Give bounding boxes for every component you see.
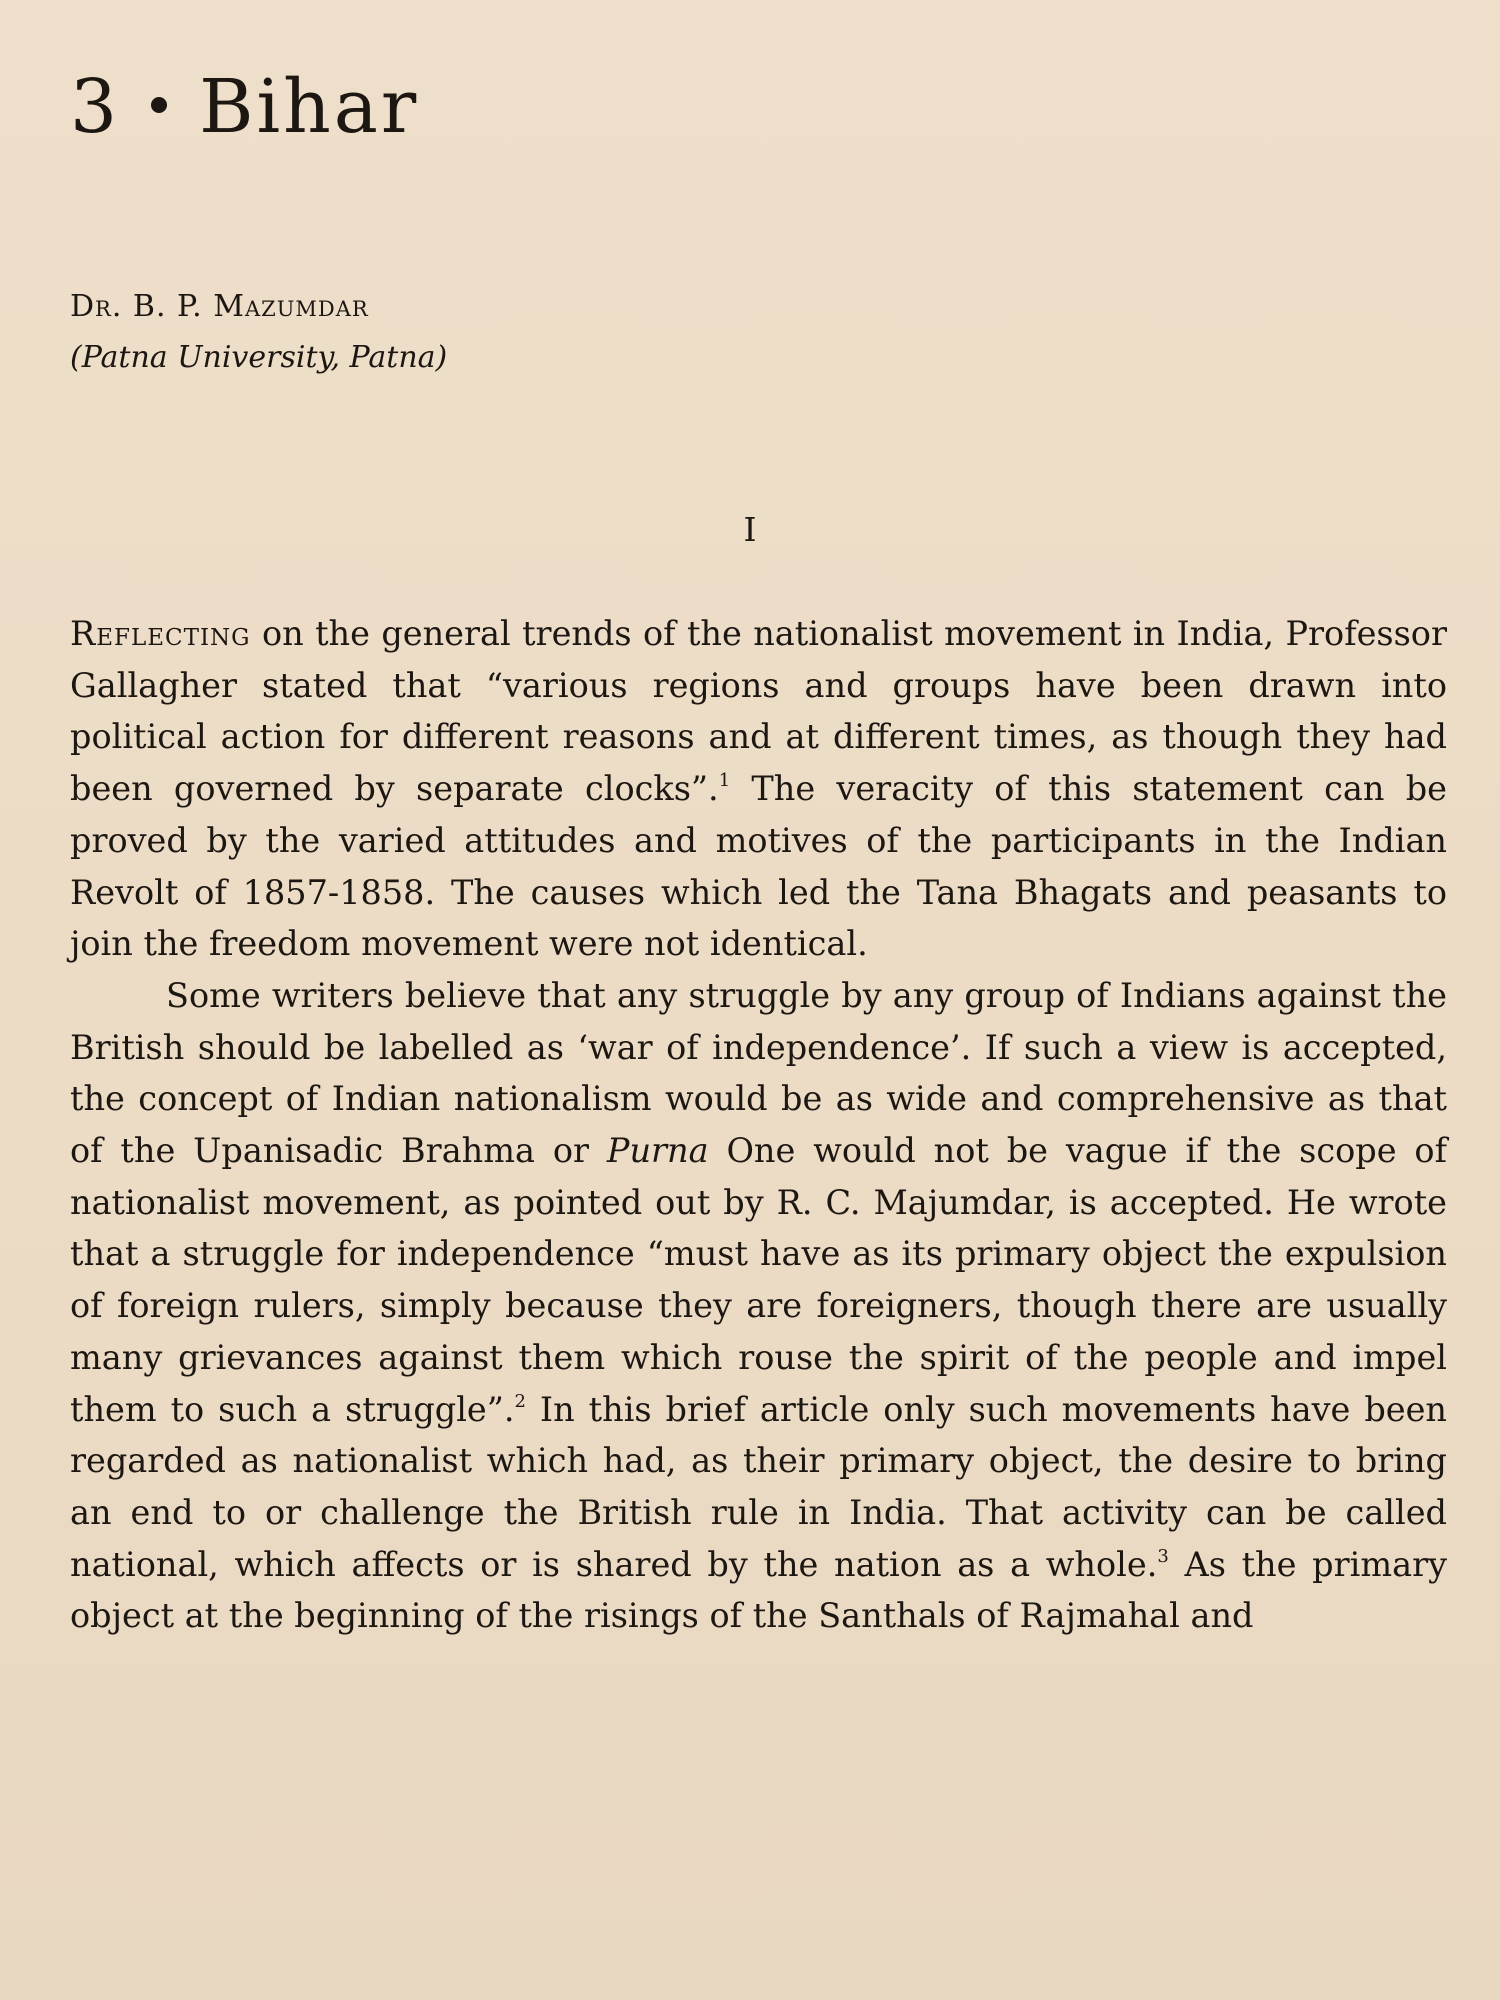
paragraph-2-text-d: As the primary object at the beginning of the risings of the Santhals of Rajmahal and — [70, 1544, 1448, 1636]
footnote-ref-2: 2 — [514, 1390, 526, 1412]
italic-term: Purna — [606, 1131, 709, 1171]
chapter-heading — [70, 64, 420, 150]
footnote-ref-1: 1 — [718, 770, 731, 792]
paragraph-2-text-b: One would not be vague if the scope of nationalist movement, as pointed out by R. C. Majumdar, is accepted. He wrote that a struggle for independence “must have as its primary object the expulsion of foreign rulers, simply because they are foreigners, though there are usually many grievances against them which rouse the spirit of the people and impel them to such a struggle”. — [70, 1131, 1447, 1429]
paragraph-2-text-c: In this brief article only such movements have been regarded as nationalist which had, as their primary object, the desire to bring an end to or challenge the British rule in India. That activity can be called national, which affects or is shared by the nation as a whole. — [70, 1389, 1447, 1584]
paragraph-2-text-a: Some writers believe that any struggle by any group of Indians against the British should be labelled as ‘war of independence’. If such a view is accepted, the concept of Indian nationalism would be as wide and comprehensive as that of the Upanisadic Brahma or — [70, 975, 1447, 1171]
article-body — [70, 608, 1447, 1642]
paragraph-1-text-a: on the general trends of the nationalist movement in India, Professor Gallagher stated that “various regions and groups have been drawn into political action for different reasons and at different times, as though they had been governed by separate clocks”. — [70, 614, 1447, 809]
chapter-number: 3 — [70, 64, 118, 150]
author-name: Dr. B. P. Mazumdar — [70, 289, 369, 324]
lead-in-small-caps: Reflecting — [70, 614, 251, 653]
bullet-separator-icon — [151, 97, 167, 113]
section-numeral: I — [743, 510, 757, 549]
paragraph-1 — [70, 608, 1447, 970]
paragraph-2 — [70, 970, 1447, 1642]
paragraph-1-text-b: The veracity of this statement can be proved by the varied attitudes and motives of the participants in the Indian Revolt of 1857-1858. The causes which led the Tana Bhagats and peasants to join the freedom movement were not identical. — [70, 769, 1447, 964]
footnote-ref-3: 3 — [1157, 1545, 1169, 1567]
author-affiliation: (Patna University, Patna) — [70, 340, 448, 375]
chapter-title: Bihar — [199, 64, 420, 150]
